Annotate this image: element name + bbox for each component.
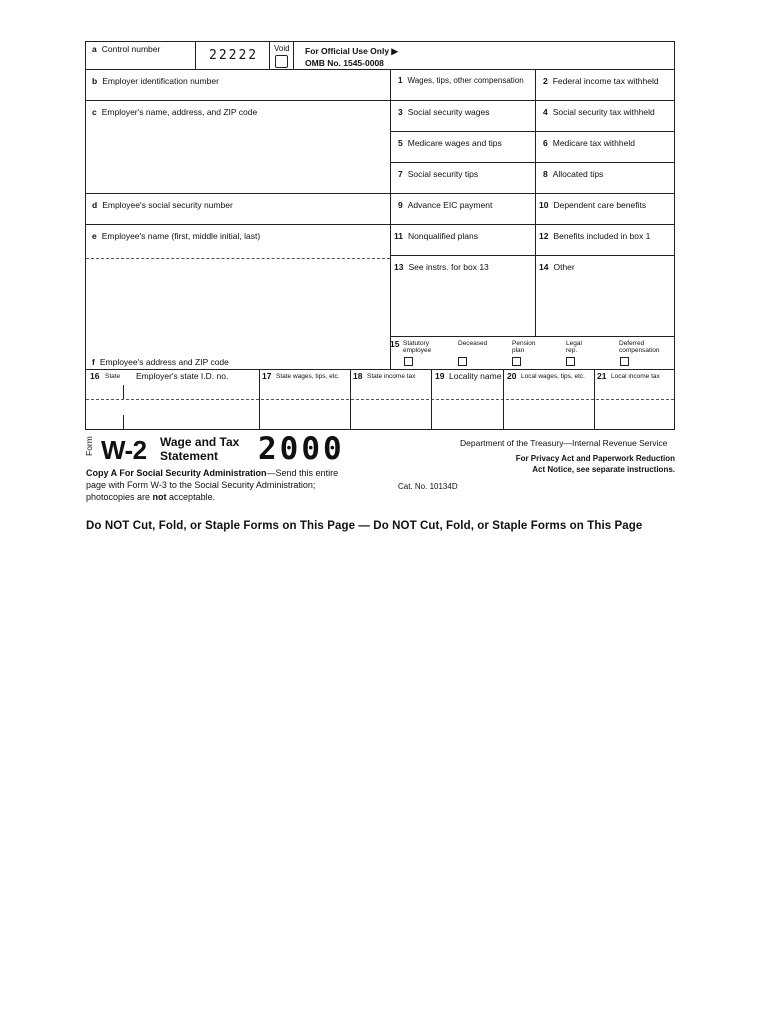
name-address-dashed-divider: [86, 258, 390, 259]
box-18-number: 18: [353, 371, 363, 381]
state-tick: [123, 385, 124, 399]
box-1-wages[interactable]: 1 Wages, tips, other compensation: [398, 76, 524, 85]
col-divider: [259, 369, 260, 430]
box-7-ss-tips[interactable]: 7 Social security tips: [398, 169, 479, 179]
row-divider: [86, 193, 674, 194]
col-divider: [503, 369, 504, 430]
box-4-ss-tax[interactable]: 4 Social security tax withheld: [543, 107, 655, 117]
box-19-locality-name[interactable]: Locality name: [449, 371, 502, 381]
do-not-cut-warning: Do NOT Cut, Fold, or Staple Forms on This Page — Do NOT Cut, Fold, or Staple Forms on This Page: [86, 520, 643, 532]
form-year: 2000: [258, 431, 345, 467]
box-3-ss-wages[interactable]: 3 Social security wages: [398, 107, 490, 117]
col-divider: [195, 42, 196, 69]
control-number-label: a Control number: [92, 44, 161, 54]
col-divider: [269, 42, 270, 69]
box-16-employer-state-id[interactable]: Employer's state I.D. no.: [136, 371, 229, 381]
statutory-employee-label: Statutory employee: [403, 340, 432, 354]
state-dashed-divider: [86, 399, 674, 400]
col-divider: [293, 42, 294, 69]
employee-name-field[interactable]: e Employee's name (first, middle initial, last): [92, 231, 261, 241]
box-21-local-income-tax[interactable]: Local income tax: [611, 373, 660, 380]
box-13-see-instructions[interactable]: 13 See instrs. for box 13: [394, 262, 489, 272]
row-divider: [390, 255, 674, 256]
copy-a-instructions: Copy A For Social Security Administration—Send this entire page with Form W-3 to the Social Security Administration; photocopies are not acceptable.: [86, 468, 339, 502]
row-divider: [86, 100, 674, 101]
box-18-state-income-tax[interactable]: State income tax: [367, 373, 416, 380]
state-tick: [123, 415, 124, 429]
box-20-local-wages[interactable]: Local wages, tips, etc.: [521, 373, 585, 380]
pension-plan-checkbox[interactable]: [512, 357, 521, 366]
row-divider: [86, 69, 674, 70]
box-14-other[interactable]: 14 Other: [539, 262, 575, 272]
omb-number: OMB No. 1545-0008: [305, 58, 384, 68]
employer-name-address-field[interactable]: c Employer's name, address, and ZIP code: [92, 107, 258, 117]
box-17-state-wages[interactable]: State wages, tips, etc.: [276, 373, 340, 380]
box-11-nonqualified-plans[interactable]: 11 Nonqualified plans: [394, 231, 478, 241]
row-divider: [86, 224, 674, 225]
statutory-employee-checkbox[interactable]: [404, 357, 413, 366]
box-16-number: 16: [90, 371, 100, 381]
pension-plan-label: Pension plan: [512, 340, 536, 354]
deferred-compensation-checkbox[interactable]: [620, 357, 629, 366]
form-title: Wage and Tax Statement: [160, 435, 240, 463]
row-divider: [390, 336, 674, 337]
deferred-compensation-label: Deferred compensation: [619, 340, 660, 354]
row-divider: [390, 131, 674, 132]
void-checkbox[interactable]: [275, 55, 288, 68]
box-9-advance-eic[interactable]: 9 Advance EIC payment: [398, 200, 493, 210]
deceased-label: Deceased: [458, 340, 488, 347]
employee-ssn-field[interactable]: d Employee's social security number: [92, 200, 233, 210]
box-2-federal-tax[interactable]: 2 Federal income tax withheld: [543, 76, 659, 86]
col-divider: [390, 69, 391, 369]
col-divider: [431, 369, 432, 430]
box-8-allocated-tips[interactable]: 8 Allocated tips: [543, 169, 604, 179]
box-17-number: 17: [262, 371, 272, 381]
col-divider: [535, 69, 536, 336]
box-5-medicare-wages[interactable]: 5 Medicare wages and tips: [398, 138, 502, 148]
box-6-medicare-tax[interactable]: 6 Medicare tax withheld: [543, 138, 635, 148]
form-word-rotated: Form: [84, 436, 94, 456]
catalog-number: Cat. No. 10134D: [398, 482, 458, 491]
form-name: W-2: [101, 435, 147, 465]
legal-rep-label: Legal rep.: [566, 340, 582, 354]
box-15-number: 15: [390, 339, 400, 349]
row-divider: [390, 162, 674, 163]
col-divider: [594, 369, 595, 430]
w2-form-grid: [85, 41, 675, 430]
void-label: Void: [274, 44, 290, 53]
legal-rep-checkbox[interactable]: [566, 357, 575, 366]
box-16-state-label: State: [105, 373, 121, 380]
row-divider: [86, 369, 674, 370]
box-19-number: 19: [435, 371, 445, 381]
box-20-number: 20: [507, 371, 517, 381]
control-number-value[interactable]: 22222: [209, 48, 259, 63]
col-divider: [350, 369, 351, 430]
employer-ein-field[interactable]: b Employer identification number: [92, 76, 219, 86]
privacy-notice: For Privacy Act and Paperwork Reduction Act Notice, see separate instructions.: [515, 454, 675, 474]
official-use-label: For Official Use Only ▶: [305, 46, 398, 56]
box-10-dependent-care[interactable]: 10 Dependent care benefits: [539, 200, 647, 210]
deceased-checkbox[interactable]: [458, 357, 467, 366]
dept-treasury: Department of the Treasury—Internal Revenue Service: [460, 438, 668, 448]
employee-address-field[interactable]: f Employee's address and ZIP code: [92, 357, 229, 367]
box-21-number: 21: [597, 371, 607, 381]
box-12-benefits[interactable]: 12 Benefits included in box 1: [539, 231, 651, 241]
